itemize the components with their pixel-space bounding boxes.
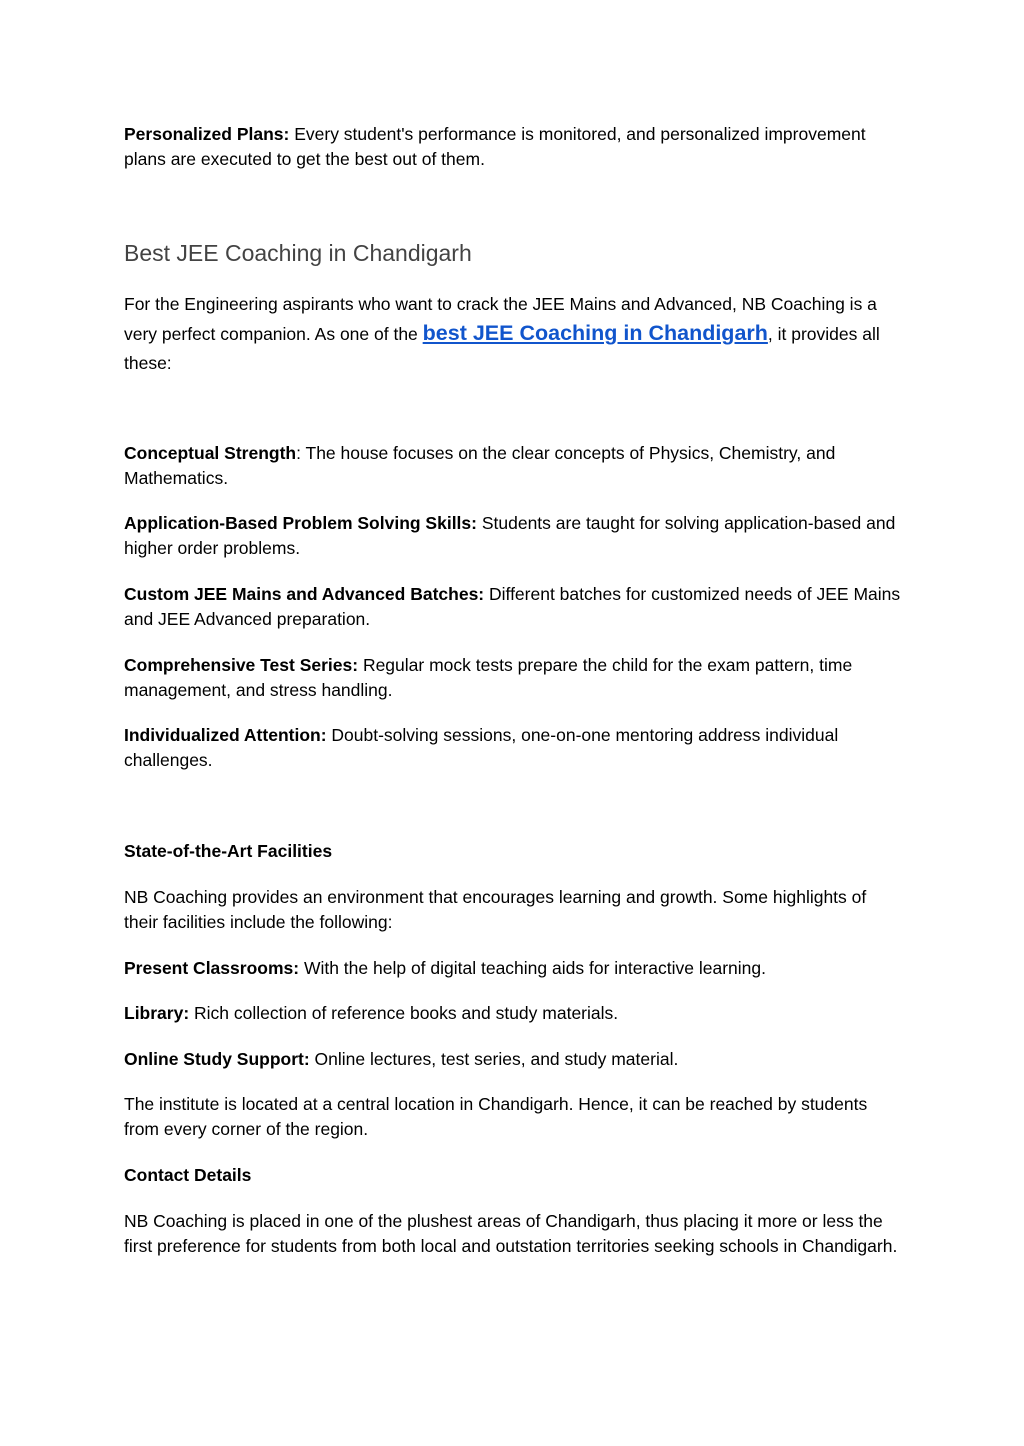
jee-intro-text: For the Engineering aspirants who want to crack the JEE Mains and Advanced, NB Coaching is a very perfect companion. As one of the xyxy=(124,294,877,344)
personalized-plans-label: Personalized Plans: xyxy=(124,124,290,144)
item-text: With the help of digital teaching aids for interactive learning. xyxy=(299,958,767,978)
list-item xyxy=(124,956,904,981)
item-label: Application-Based Problem Solving Skills: xyxy=(124,513,477,533)
item-text: Rich collection of reference books and study materials. xyxy=(189,1003,619,1023)
item-text: Doubt-solving sessions, one-on-one mentoring address individual challenges. xyxy=(124,725,839,770)
facilities-heading: State-of-the-Art Facilities xyxy=(124,841,333,861)
list-item xyxy=(124,653,904,703)
personalized-plans-text: Every student's performance is monitored, and personalized improvement plans are executed to get the best out of them. xyxy=(124,124,866,169)
jee-coaching-heading: Best JEE Coaching in Chandigarh xyxy=(124,240,472,266)
item-text: Different batches for customized needs of JEE Mains and JEE Advanced preparation. xyxy=(124,584,901,629)
list-item xyxy=(124,1001,904,1026)
jee-intro-text-end: , it provides all these: xyxy=(124,324,880,373)
item-label: Individualized Attention: xyxy=(124,725,327,745)
jee-intro-paragraph xyxy=(124,290,904,378)
item-label: Conceptual Strength xyxy=(124,443,297,463)
item-text: : The house focuses on the clear concepts of Physics, Chemistry, and Mathematics. xyxy=(124,443,836,488)
list-item xyxy=(124,441,904,491)
contact-paragraph: NB Coaching is placed in one of the plushest areas of Chandigarh, thus placing it more or less the first preference for students from both local and outstation territories seeking schools in Chandigarh. xyxy=(124,1211,898,1256)
item-text: Regular mock tests prepare the child for the exam pattern, time management, and stress handling. xyxy=(124,655,853,700)
item-label: Comprehensive Test Series: xyxy=(124,655,359,675)
contact-heading: Contact Details xyxy=(124,1165,252,1185)
location-paragraph: The institute is located at a central location in Chandigarh. Hence, it can be reached by students from every corner of the region. xyxy=(124,1094,868,1139)
list-item xyxy=(124,511,904,561)
item-label: Library: xyxy=(124,1003,190,1023)
personalized-plans-paragraph xyxy=(124,122,904,172)
item-label: Custom JEE Mains and Advanced Batches: xyxy=(124,584,485,604)
list-item xyxy=(124,723,904,773)
item-label: Present Classrooms: xyxy=(124,958,300,978)
list-item xyxy=(124,582,904,632)
facilities-intro-paragraph: NB Coaching provides an environment that encourages learning and growth. Some highlights of their facilities include the following: xyxy=(124,887,867,932)
list-item xyxy=(124,1047,904,1072)
item-text: Online lectures, test series, and study material. xyxy=(309,1049,679,1069)
item-label: Online Study Support: xyxy=(124,1049,310,1069)
item-text: Students are taught for solving application-based and higher order problems. xyxy=(124,513,896,558)
best-jee-coaching-link[interactable]: best JEE Coaching in Chandigarh xyxy=(422,321,768,345)
